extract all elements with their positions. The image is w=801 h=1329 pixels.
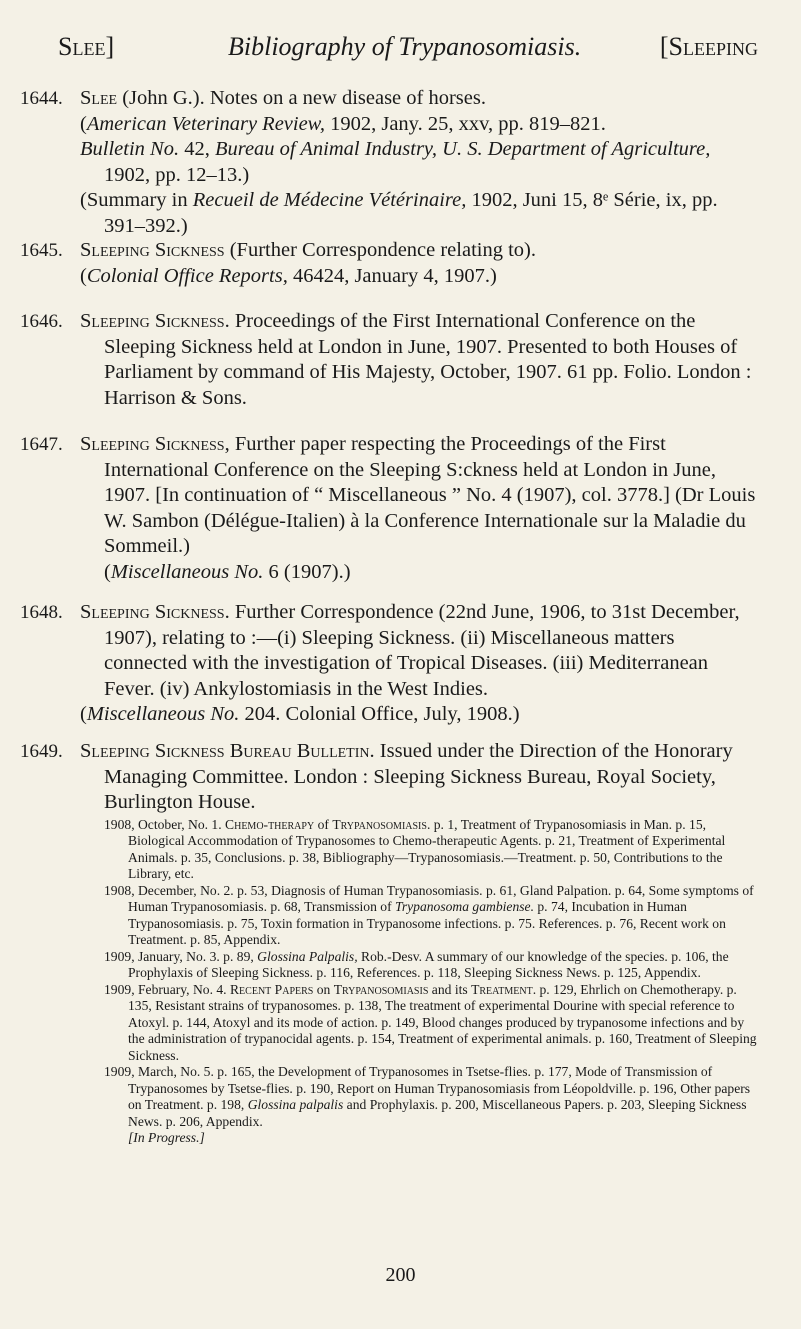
small-caps-text: Sleeping Sickness Bureau Bulletin — [80, 740, 370, 762]
text-run: 1909, March, No. 5. p. 165, the Development of Trypanosomes in Tsetse-flies. p. 177, Mode of Transmission of Trypanosomes by Tsetse-flies. p. 190, Report on Human Trypanosomiasis from Léopoldville. p. 196, Other papers on Treatment. p. 198, — [104, 1064, 751, 1113]
entry-number: 1645. — [20, 240, 63, 261]
italic-text: Glossina palpalis — [247, 1097, 344, 1113]
running-head-left: Slee] — [58, 32, 115, 61]
citation-line — [80, 702, 760, 728]
text-run: 1908, October, No. 1. — [104, 816, 226, 832]
text-run: 1902, pp. 12–13.) — [104, 163, 250, 186]
entry-body — [80, 600, 760, 728]
small-caps-text: Sleeping Sickness — [80, 601, 225, 623]
entry-1649 — [20, 739, 760, 1147]
bulletin-issue — [104, 1130, 760, 1147]
entry-number: 1646. — [20, 311, 63, 332]
text-run: of — [314, 816, 333, 832]
running-head-title: Bibliography of Trypanosomiasis. — [228, 32, 582, 61]
text-run: , Further paper respecting the Proceedings of the First International Conference on the Sleeping S:ckness held at London in June, 1907. [In continuation of “ Miscellaneous ” No. 4 (1907), col. 3778.] (Dr Louis W. Sambon (Délégue-Italien) à la Conference Internationale sur la Maladie du Sommeil.) — [104, 433, 756, 558]
entry-body — [80, 86, 760, 240]
small-caps-text: Sleeping Sickness — [80, 310, 225, 332]
text-run: 6 (1907).) — [263, 560, 351, 583]
running-head-right: [Sleeping — [659, 32, 758, 61]
entry-number: 1649. — [20, 741, 63, 762]
citation-line — [80, 432, 760, 560]
citation-line — [80, 600, 760, 702]
citation-line — [80, 188, 760, 239]
bulletin-issue — [104, 949, 760, 982]
text-run: . Issued under the Direction of the Honorary Managing Committee. London : Sleeping Sickness Bureau, Royal Society, Burlington House. — [104, 740, 733, 814]
entry-1648 — [20, 600, 760, 728]
italic-text: Miscellaneous No. — [110, 560, 264, 583]
text-run: (Further Correspondence relating to). — [224, 239, 536, 261]
entry-1645 — [20, 238, 760, 289]
small-caps-text: Trypanosomiasis — [332, 816, 427, 832]
text-run: 1908, December, No. 2. p. 53, Diagnosis of Human Trypanosomiasis. p. 61, Gland Palpation. p. 64, Some symptoms of Human Trypanosomiasis. p. 68, Transmission of — [104, 882, 754, 915]
bulletin-issue — [104, 982, 760, 1065]
text-run: ( — [104, 560, 111, 583]
text-run: (John G.). Notes on a new disease of horses. — [117, 87, 486, 109]
text-run: and its — [428, 981, 472, 997]
small-caps-text: Recent Papers — [229, 981, 314, 997]
entry-1644 — [20, 86, 760, 240]
entry-number: 1648. — [20, 602, 63, 623]
italic-text: Colonial Office Reports, — [86, 264, 288, 287]
text-run: ( — [80, 703, 87, 726]
running-head — [58, 32, 758, 66]
italic-text: Trypanosoma gambiense. — [395, 899, 534, 915]
bulletin-contents — [104, 817, 760, 1147]
small-caps-text: Treatment — [471, 981, 533, 997]
bulletin-issue — [104, 1064, 760, 1130]
citation-line — [80, 86, 760, 112]
text-run: 1902, Jany. 25, xxv, pp. 819–821. — [324, 112, 606, 135]
citation-line — [80, 264, 760, 290]
italic-text: [In Progress.] — [128, 1130, 205, 1146]
italic-text: American Veterinary Review, — [86, 112, 325, 135]
citation-line — [80, 309, 760, 411]
italic-text: Bureau of Animal Industry, U. S. Department of Agriculture, — [214, 138, 711, 161]
text-run: ( — [80, 264, 87, 287]
page-number: 200 — [385, 1264, 416, 1286]
entry-body — [80, 739, 760, 1147]
bulletin-issue — [104, 817, 760, 883]
text-run: 42, — [179, 138, 215, 161]
entry-1647 — [20, 432, 760, 586]
citation-line — [80, 739, 760, 816]
text-run: 46424, January 4, 1907.) — [287, 264, 497, 287]
entry-lines — [80, 739, 760, 816]
small-caps-text: Sleeping Sickness — [80, 433, 225, 455]
entry-body — [80, 432, 760, 586]
text-run: Rob.-Desv. A summary of our knowledge of the species. p. 106, the Prophylaxis of Sleeping Sickness. p. 116, References. p. 118, Sleeping Sickness News. p. 125, Appendix. — [128, 948, 729, 981]
text-run: (Summary in — [80, 189, 193, 212]
text-run: and Prophylaxis. p. 200, Miscellaneous Papers. p. 203, Sleeping Sickness News. p. 206, Appendix. — [128, 1097, 747, 1129]
italic-text: Recueil de Médecine Vétérinaire, — [192, 189, 467, 212]
italic-text: Bulletin No. — [80, 138, 180, 161]
citation-line — [80, 560, 760, 586]
small-caps-text: Slee — [80, 87, 118, 109]
text-run: 204. Colonial Office, July, 1908.) — [239, 703, 520, 726]
bulletin-issue — [104, 883, 760, 949]
small-caps-text: Sleeping Sickness — [80, 239, 225, 261]
citation-line — [80, 112, 760, 138]
text-run: . p. 129, Ehrlich on Chemotherapy. p. 135, Resistant strains of trypanosomes. p. 138, The treatment of experimental Dourine with special reference to Atoxyl. p. 144, Atoxyl and its mode of action. p. 149, Blood changes produced by trypanosome infections and by the administration of trypanocidal agents. p. 154, Treatment of experimental animals. p. 160, Treatment of Sleeping Sickness. — [128, 981, 757, 1063]
entry-body — [80, 309, 760, 411]
entry-1646 — [20, 309, 760, 411]
small-caps-text: Chemo-therapy — [225, 816, 315, 832]
citation-line — [80, 238, 760, 264]
text-run: . Further Correspondence (22nd June, 1906, to 31st December, 1907), relating to :—(i) Sleeping Sickness. (ii) Miscellaneous matters connected with the investigation of Tropical Diseases. (iii) Mediterranean Fever. (iv) Ankylostomiasis in the West Indies. — [104, 601, 740, 700]
entry-body — [80, 238, 760, 289]
citation-line — [80, 137, 760, 188]
entry-number: 1647. — [20, 434, 63, 455]
small-caps-text: Trypanosomiasis — [333, 981, 429, 997]
text-run: . Proceedings of the First International Conference on the Sleeping Sickness held at London in June, 1907. Presented to both Houses of Parliament by command of His Majesty, October, 1907. 61 pp. Folio. London : Harrison & Sons. — [104, 310, 752, 409]
text-run: 1909, February, No. 4. — [104, 981, 230, 997]
italic-text: Glossina Palpalis, — [257, 948, 358, 964]
text-run: p. 74, Incubation in Human Trypanosomiasis. p. 75, Toxin formation in Trypanosome infections. p. 75. References. p. 76, Recent work on Treatment. p. 85, Appendix. — [128, 899, 726, 948]
text-run: ( — [80, 112, 87, 135]
text-run: 1902, Juni 15, 8ᵉ Série, ix, pp. 391–392.) — [104, 189, 718, 237]
italic-text: Miscellaneous No. — [86, 703, 240, 726]
text-run: 1909, January, No. 3. p. 89, — [104, 948, 258, 964]
text-run: on — [313, 981, 334, 997]
entry-number: 1644. — [20, 88, 63, 109]
text-run: . p. 1, Treatment of Trypanosomiasis in Man. p. 15, Biological Accommodation of Trypanosomes to Chemo-therapeutic Agents. p. 21, Treatment of Experimental Animals. p. 35, Conclusions. p. 38, Bibliography—Trypanosomiasis.—Treatment. p. 50, Contributions to the Library, etc. — [128, 816, 726, 882]
